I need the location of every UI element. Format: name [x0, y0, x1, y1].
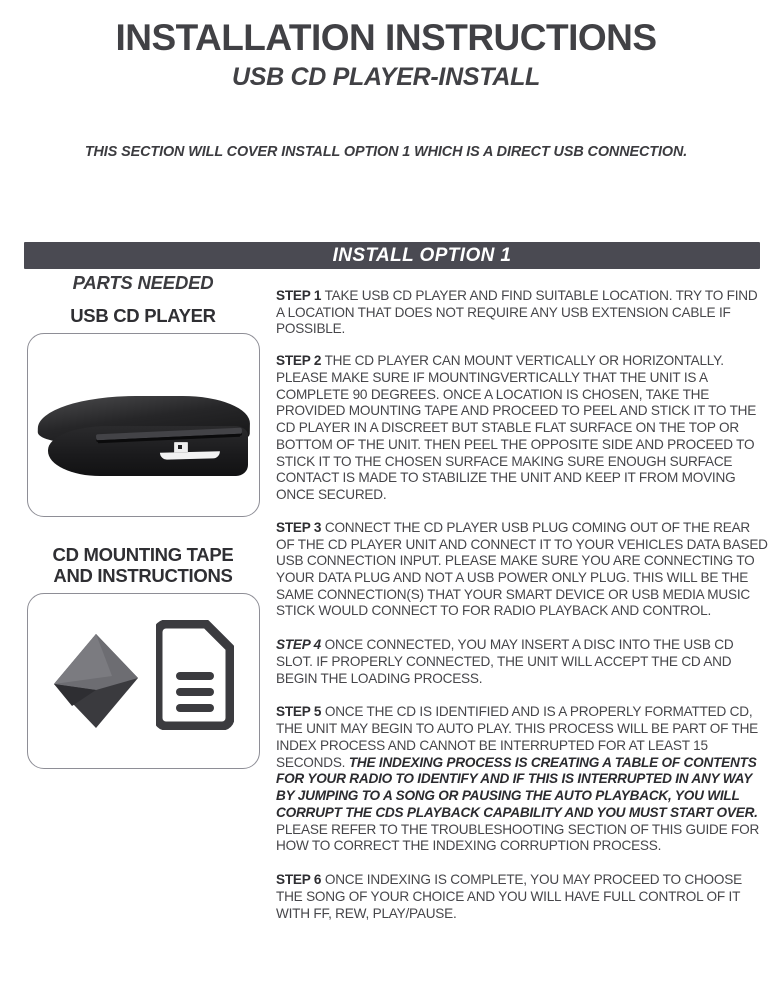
install-step-5-body-before: ONCE THE CD IS IDENTIFIED AND IS A PROPERLY FORMATTED CD, THE UNIT MAY BEGIN TO AUTO PLAY. THIS PROCESS WILL BE PART OF THE INDEX PROCESS AND CANNOT BE INTERRUPTED FOR AT LEAST 15 SECONDS. — [276, 704, 759, 770]
part-label-usb-cd-player: USB CD PLAYER — [70, 305, 216, 326]
install-step-1 — [276, 288, 768, 338]
install-step-4-body: ONCE CONNECTED, YOU MAY INSERT A DISC INTO THE USB CD SLOT. IF PROPERLY CONNECTED, THE UNIT WILL ACCEPT THE CD AND BEGIN THE LOADING PROCESS. — [276, 637, 734, 686]
section-intro-text: THIS SECTION WILL COVER INSTALL OPTION 1 WHICH IS A DIRECT USB CONNECTION. — [84, 144, 688, 160]
install-step-6-body: ONCE INDEXING IS COMPLETE, YOU MAY PROCEED TO CHOOSE THE SONG OF YOUR CHOICE AND YOU WILL HAVE FULL CONTROL OF IT WITH FF, REW, PLAY/PAUSE. — [276, 872, 742, 921]
install-step-1-number: STEP 1 — [276, 288, 322, 303]
install-step-6-number: STEP 6 — [276, 872, 322, 888]
install-step-3 — [276, 520, 768, 620]
parts-needed-column — [14, 272, 272, 769]
install-step-3-number: STEP 3 — [276, 519, 322, 535]
install-option-banner-label: INSTALL OPTION 1 — [332, 245, 512, 266]
install-option-banner — [24, 242, 760, 269]
page-subtitle: USB CD PLAYER-INSTALL — [231, 62, 541, 91]
install-step-4 — [276, 637, 768, 687]
install-step-1-body: TAKE USB CD PLAYER AND FIND SUITABLE LOCATION. TRY TO FIND A LOCATION THAT DOES NOT REQUIRE ANY USB EXTENSION CABLE IF POSSIBLE. — [276, 288, 758, 337]
mounting-tape-icon — [52, 632, 140, 730]
part-image-frame-usb-cd-player — [27, 333, 260, 517]
install-step-6 — [276, 872, 768, 922]
document-header — [0, 18, 772, 93]
install-step-2-body: THE CD PLAYER CAN MOUNT VERTICALLY OR HORIZONTALLY. PLEASE MAKE SURE IF MOUNTINGVERTICALLY THAT THE UNIT IS A COMPLETE 90 DEGREES. ONCE A LOCATION IS CHOSEN, TAKE THE PROVIDED MOUNTING TAPE AND PROCEED TO PEEL AND STICK IT TO THE CD PLAYER IN A DISCREET BUT STABLE FLAT SURFACE ON THE TOP OR BOTTOM OF THE UNIT. THEN PEEL THE OPPOSITE SIDE AND PROCEED TO STICK IT TO THE CHOSEN SURFACE MAKING SURE ENOUGH SURFACE CONTACT IS MADE TO STABILIZE THE UNIT AND KEEP IT FROM MOVING ONCE SECURED. — [276, 353, 757, 503]
cd-eject-button-indicator — [178, 445, 182, 449]
cd-tray-lip — [159, 451, 219, 460]
install-step-2 — [276, 353, 768, 504]
install-step-5-number: STEP 5 — [276, 704, 322, 720]
part-item-mounting-tape — [14, 545, 272, 769]
page-title: INSTALLATION INSTRUCTIONS — [115, 17, 657, 58]
install-steps-column — [276, 288, 768, 922]
part-item-usb-cd-player — [14, 306, 272, 517]
install-step-4-number: STEP 4 — [276, 637, 322, 653]
install-step-2-number: STEP 2 — [276, 353, 322, 369]
part-image-frame-mounting-tape — [27, 593, 260, 769]
install-step-3-body: CONNECT THE CD PLAYER USB PLUG COMING OUT OF THE REAR OF THE CD PLAYER UNIT AND CONNECT IT TO YOUR VEHICLES DATA BASED USB CONNECTION INPUT. PLEASE MAKE SURE YOU ARE CONNECTING TO YOUR DATA PLUG AND NOT A USB POWER ONLY PLUG. THIS WILL BE THE SAME CONNECTION(S) THAT YOUR SMART DEVICE OR USB MEDIA MUSIC STICK WOULD CONNECT TO FOR RADIO PLAYBACK AND CONTROL. — [276, 519, 768, 619]
parts-needed-heading: PARTS NEEDED — [72, 272, 214, 293]
part-label-mounting-tape-line1: CD MOUNTING TAPE — [52, 543, 234, 565]
cd-player-icon — [38, 396, 250, 478]
instructions-document-icon — [156, 620, 234, 730]
install-step-5 — [276, 704, 768, 855]
part-label-mounting-tape — [14, 545, 272, 587]
part-label-mounting-tape-line2: AND INSTRUCTIONS — [53, 564, 233, 586]
install-step-5-body-emphasis: THE INDEXING PROCESS IS CREATING A TABLE OF CONTENTS FOR YOUR RADIO TO IDENTIFY AND IF THIS IS INTERRUPTED IN ANY WAY BY JUMPING TO A SONG OR PAUSING THE AUTO PLAYBACK, YOU WILL CORRUPT THE CDS PLAYBACK CAPABILITY AND YOU MUST START OVER. — [276, 754, 758, 820]
install-step-5-body-after: PLEASE REFER TO THE TROUBLESHOOTING SECTION OF THIS GUIDE FOR HOW TO CORRECT THE INDEXING CORRUPTION PROCESS. — [276, 821, 760, 854]
